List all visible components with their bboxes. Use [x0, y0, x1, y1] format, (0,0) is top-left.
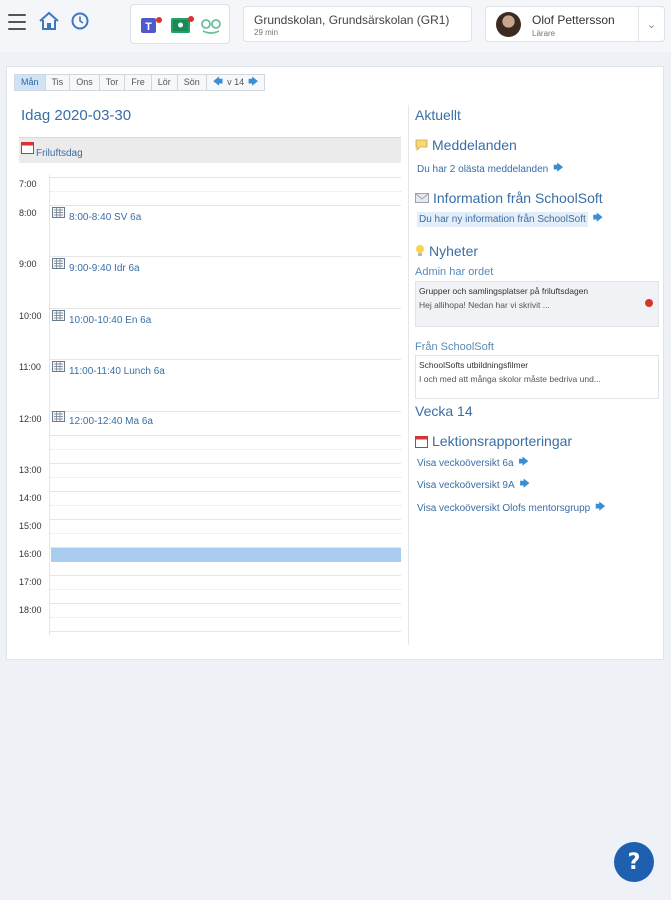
- hour-label: 7:00: [19, 179, 37, 189]
- half-hour-line: [49, 191, 401, 192]
- school-name: Grundskolan, Grundsärskolan (GR1): [254, 13, 450, 27]
- hour-label: 9:00: [19, 259, 37, 269]
- avatar: [496, 12, 521, 37]
- schedule-axis-line: [49, 175, 50, 635]
- calendar-icon: [415, 435, 428, 448]
- news-card-heading: SchoolSofts utbildningsfilmer: [419, 360, 529, 370]
- hour-line: [49, 256, 401, 257]
- half-hour-line: [49, 505, 401, 506]
- hour-line: [49, 205, 401, 206]
- lesson-label: 11:00-11:40 Lunch 6a: [69, 366, 165, 377]
- tab-tuesday[interactable]: Tis: [46, 74, 71, 91]
- hour-label: 14:00: [19, 493, 42, 503]
- new-info-link[interactable]: [417, 211, 603, 228]
- news-card-preview: I och med att många skolor måste bedriva und...: [419, 374, 601, 384]
- lesson-icon: [52, 310, 65, 321]
- today-title: Idag 2020-03-30: [21, 107, 132, 124]
- half-hour-line: [49, 533, 401, 534]
- lesson-icon: [52, 207, 65, 218]
- all-day-event-label: Friluftsdag: [36, 148, 83, 159]
- messages-heading: [415, 137, 517, 153]
- reports-title: Lektionsrapporteringar: [432, 433, 573, 449]
- help-button[interactable]: ?: [614, 842, 654, 882]
- info-heading: [415, 190, 603, 206]
- lesson-label: 12:00-12:40 Ma 6a: [69, 416, 153, 427]
- news-card[interactable]: [415, 355, 659, 399]
- lesson-entry[interactable]: [52, 258, 140, 274]
- arrow-right-icon: 🡆: [519, 479, 530, 490]
- alert-icon: [645, 299, 653, 307]
- half-hour-line: [49, 589, 401, 590]
- week-overview-label: Visa veckoöversikt 6a: [417, 458, 514, 469]
- hour-label: 16:00: [19, 549, 42, 559]
- arrow-left-icon[interactable]: 🡄: [212, 77, 224, 88]
- unread-messages-label: Du har 2 olästa meddelanden: [417, 164, 549, 175]
- main-panel: [6, 66, 664, 660]
- current-heading: Aktuellt: [415, 107, 461, 123]
- admin-label: Admin har ordet: [415, 266, 494, 278]
- clock-icon[interactable]: [71, 12, 89, 30]
- day-schedule: [19, 175, 401, 635]
- arrow-right-icon: 🡆: [595, 502, 606, 513]
- hour-label: 15:00: [19, 521, 42, 531]
- arrow-right-icon[interactable]: 🡆: [248, 77, 259, 88]
- half-hour-line: [49, 617, 401, 618]
- news-card-heading: Grupper och samlingsplatser på friluftsdagen: [419, 286, 589, 296]
- hour-line: [49, 435, 401, 436]
- all-day-event[interactable]: [19, 137, 401, 163]
- top-bar: [0, 0, 671, 52]
- envelope-icon: [415, 193, 429, 203]
- svg-text:T: T: [145, 21, 152, 33]
- arrow-right-icon: 🡆: [592, 213, 604, 224]
- calendar-icon: [21, 141, 34, 154]
- lesson-label: 8:00-8:40 SV 6a: [69, 212, 142, 223]
- hour-line: [49, 308, 401, 309]
- current-time-marker: [51, 548, 401, 562]
- lesson-label: 9:00-9:40 Idr 6a: [69, 263, 140, 274]
- hour-line: [49, 177, 401, 178]
- app-shortcuts: [130, 4, 230, 44]
- hour-label: 12:00: [19, 414, 42, 424]
- session-timer: 29 min: [254, 28, 279, 37]
- news-heading: [415, 243, 478, 259]
- week-overview-link[interactable]: [417, 477, 530, 494]
- hour-label: 8:00: [19, 208, 37, 218]
- hour-label: 13:00: [19, 465, 42, 475]
- week-heading: Vecka 14: [415, 403, 473, 419]
- user-role: Lärare: [532, 29, 556, 38]
- reports-heading: [415, 433, 572, 449]
- day-tabs: [14, 74, 265, 91]
- lesson-entry[interactable]: [52, 310, 151, 326]
- lesson-icon: [52, 258, 65, 269]
- arrow-right-icon: 🡆: [553, 163, 564, 174]
- tab-friday[interactable]: Fre: [125, 74, 152, 91]
- tab-thursday[interactable]: Tor: [100, 74, 126, 91]
- unread-messages-link[interactable]: [417, 161, 564, 178]
- hour-label: 10:00: [19, 311, 42, 321]
- hamburger-menu-icon[interactable]: [8, 14, 26, 30]
- tab-monday[interactable]: Mån: [14, 74, 46, 91]
- lightbulb-icon: [415, 244, 425, 258]
- school-selector[interactable]: [243, 6, 472, 42]
- lesson-entry[interactable]: [52, 361, 165, 377]
- news-title: Nyheter: [429, 243, 479, 259]
- chevron-down-icon[interactable]: ⌄: [638, 7, 664, 41]
- hour-label: 17:00: [19, 577, 42, 587]
- week-overview-link[interactable]: [417, 455, 529, 472]
- seesaw-icon[interactable]: [199, 15, 223, 35]
- news-card-preview: Hej allihopa! Nedan har vi skrivit ...: [419, 300, 550, 310]
- info-title: Information från SchoolSoft: [433, 190, 603, 206]
- lesson-icon: [52, 411, 65, 422]
- week-label: v 14: [227, 77, 245, 87]
- half-hour-line: [49, 449, 401, 450]
- speech-bubble-icon: [415, 139, 428, 151]
- week-overview-label: Visa veckoöversikt 9A: [417, 480, 515, 491]
- tab-wednesday[interactable]: Ons: [70, 74, 100, 91]
- week-overview-label: Visa veckoöversikt Olofs mentorsgrupp: [417, 503, 591, 514]
- news-card[interactable]: [415, 281, 659, 327]
- google-classroom-icon[interactable]: [170, 15, 194, 35]
- new-info-label: Du har ny information från SchoolSoft: [419, 214, 586, 225]
- from-schoolsoft-label: Från SchoolSoft: [415, 341, 494, 353]
- home-icon[interactable]: [38, 10, 60, 32]
- teams-icon[interactable]: [139, 15, 163, 35]
- messages-title: Meddelanden: [432, 137, 517, 153]
- week-navigation: [207, 74, 266, 91]
- user-name: Olof Pettersson: [532, 13, 615, 27]
- hour-label: 11:00: [19, 362, 41, 372]
- hour-line: [49, 359, 401, 360]
- user-menu[interactable]: [485, 6, 665, 42]
- hour-label: 18:00: [19, 605, 42, 615]
- week-overview-link[interactable]: [417, 500, 606, 517]
- lesson-label: 10:00-10:40 En 6a: [69, 315, 152, 326]
- lesson-icon: [52, 361, 65, 372]
- lesson-entry[interactable]: [52, 207, 141, 223]
- hour-line: [49, 575, 401, 576]
- hour-line: [49, 603, 401, 604]
- hour-line: [49, 631, 401, 632]
- tab-sunday[interactable]: Sön: [178, 74, 207, 91]
- tab-saturday[interactable]: Lör: [152, 74, 178, 91]
- hour-line: [49, 519, 401, 520]
- arrow-right-icon: 🡆: [518, 457, 529, 468]
- hour-line: [49, 463, 401, 464]
- half-hour-line: [49, 477, 401, 478]
- lesson-entry[interactable]: [52, 411, 153, 427]
- column-divider: [408, 105, 409, 645]
- hour-line: [49, 491, 401, 492]
